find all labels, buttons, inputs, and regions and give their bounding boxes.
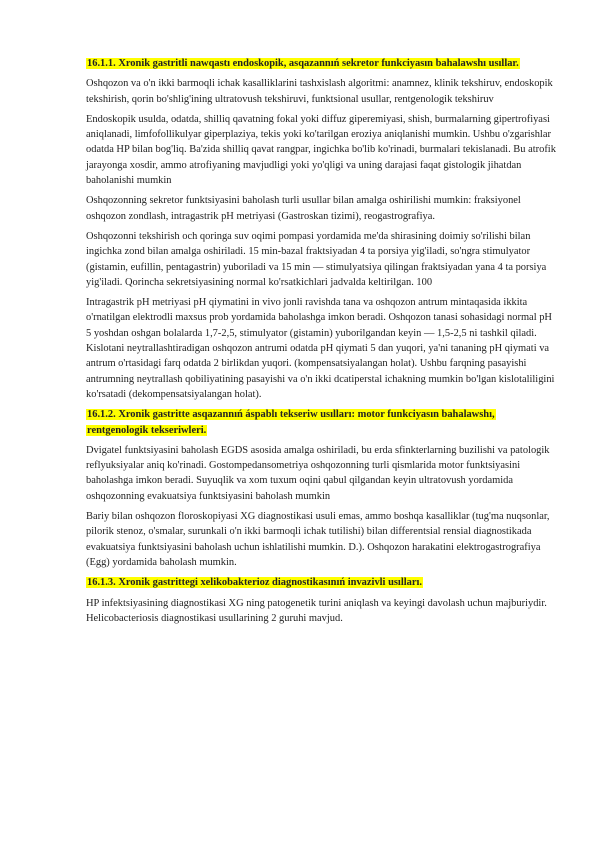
section-heading-16-1-1 [86,56,558,71]
paragraph: Endoskopik usulda, odatda, shilliq qavatning fokal yoki diffuz giperemiyasi, shish, burmalarning gipertrofiyasi aniqlanadi, limfofollikulyar giperplaziya, tekis yoki ko'tarilgan eroziya aniqlanishi mumkin. Ushbu o'zgarishlar odatda HP bilan bog'liq. Ba'zida shilliq qavat rangpar, ingichka bo'lib ko'rinadi, burmalari tekislanadi. Bu atrofik jarayonga xosdir, ammo atrofiyaning mavjudligi yoki yo'qligi va uning darajasi faqat gistologik jihatdan baholanishi mumkin [86,113,556,187]
paragraph: Oshqozonning sekretor funktsiyasini baholash turli usullar bilan amalga oshirilishi mumkin: fraksiyonel oshqozon zondlash, intragastrik pH metriyasi (Gastroskan tizimi), reogastrografiya. [86,195,521,222]
paragraph: Oshqozonni tekshirish och qoringa suv oqimi pompasi yordamida me'da shirasining doimiy so'rilishi bilan ingichka zond bilan amalga oshiriladi. 15 min-bazal fraktsiyadan 4 ta porsiya yig'iladi, so'ngra stimulyator (gistamin, eufillin, pentagastrin) yuboriladi va 15 min — stimulyatsiya qilingan fraktsiyadan yana 4 ta porsiya yig'iladi. Qorincha sekretsiyasining normal ko'rsatkichlari jadvalda keltirilgan. 100 [86,230,547,288]
section-heading-16-1-2 [86,407,558,438]
paragraph: Oshqozon va o'n ikki barmoqli ichak kasalliklarini tashxislash algoritmi: anamnez, klinik tekshiruv, endoskopik tekshirish, qorin bo'shlig'ining ultratovush tekshiruvi, funktsional usullar, rentgenologik tekshiruv [86,78,553,105]
paragraph: Intragastrik pH metriyasi pH qiymatini in vivo jonli ravishda tana va oshqozon antrum mintaqasida ikkita o'rnatilgan elektrodli maxsus prob yordamida baholashga imkon beradi. Oshqozon tanasi sohasidagi normal pH 5 yoshdan oshgan bolalarda 1,7-2,5, stimulyator (gistamin) yuborilgandan keyin — 1,5-2,5 ni tashkil qiladi. Kislotani neytrallashtiradigan oshqozon antrumi odatda pH qiymati 5 dan yuqori, ya'ni tananing pH qiymati va antrum o'rtasidagi farq odatda 2 birlikdan yuqori. (kompensatsiyalangan holat). Ushbu farqning pasayishi antrumning neytrallash qobiliyatining pasayishi va o'n ikki dcatiperstal ichakning mumkin bo'lgan kislotaliligini ko'rsatadi (dekompensatsiyalangan holat). [86,297,555,400]
section-heading-16-1-3 [86,575,558,590]
document-page [86,56,558,631]
heading-text: 16.1.3. Xronik gastrittegi xelikobakterioz diagnostikasınıń invazivli usılları. [87,577,422,589]
paragraph: Dvigatel funktsiyasini baholash EGDS asosida amalga oshiriladi, bu erda sfinkterlarning buzilishi va patologik reflyuksiyalar aniq ko'rinadi. Gostompedansometriya oshqozonning turli qismlarida motor funktsiyasini baholashga imkon beradi. Suyuqlik va xom tuxum oqini qabul qilgandan keyin ultratovush yordamida oshqozonning evakuatsiya funktsiyasini baholash mumkin [86,444,550,502]
heading-text: 16.1.1. Xronik gastritli nawqastı endoskopik, asqazannıń sekretor funkciyasın bahalawshı usıllar. [87,58,519,69]
paragraph: Bariy bilan oshqozon floroskopiyasi XG diagnostikasi usuli emas, ammo boshqa kasalliklar (tug'ma nuqsonlar, pilorik stenoz, o'smalar, surunkali o'n ikki barmoqli ichak tutilishi) bilan differentsial rensial diagnostikada evakuatsiya funktsiyasini baholash uchun ishlatilishi mumkin. D.). Oshqozon harakatini elektrogastrografiya (Egg) yordamida baholash mumkin. [86,511,550,568]
heading-text: 16.1.2. Xronik gastritte asqazannıń áspablı tekseriw usılları: motor funkciyasın bahalawshı, rentgenologik tekseriwleri. [87,409,495,436]
paragraph: HP infektsiyasining diagnostikasi XG ning patogenetik turini aniqlash va keyingi davolash uchun majburiydir. Helicobacteriosis diagnostikasi usullarining 2 guruhi mavjud. [86,597,547,624]
